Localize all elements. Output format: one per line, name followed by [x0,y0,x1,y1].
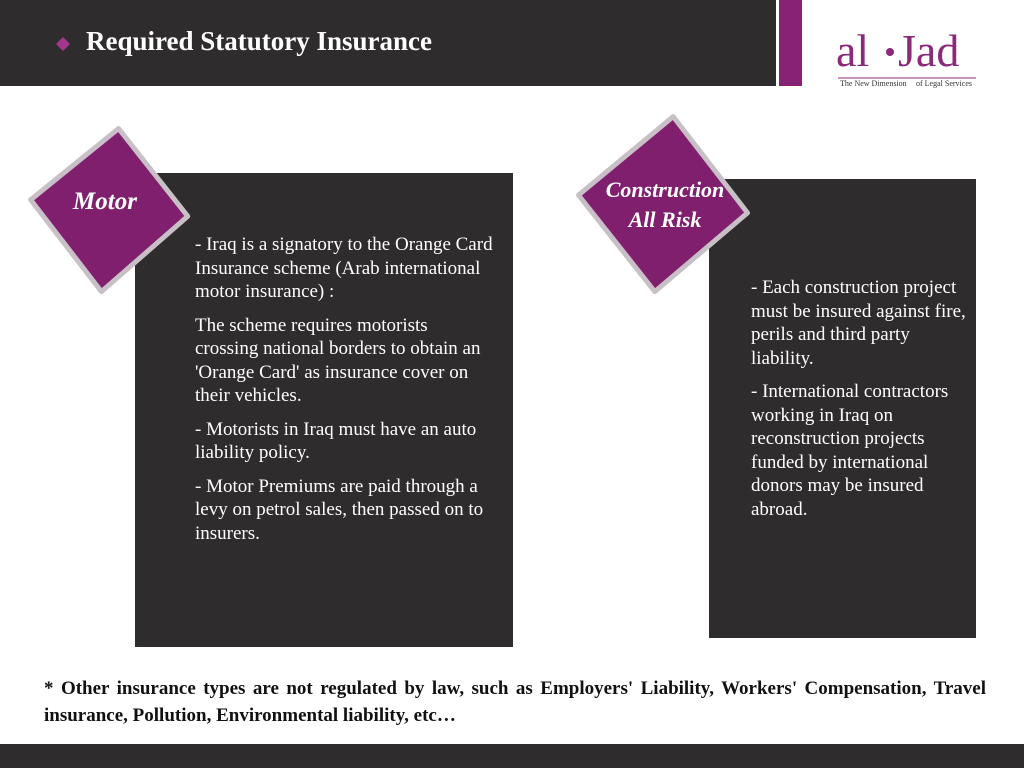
footnote: * Other insurance types are not regulated by law, such as Employers' Liability, Workers' Compensation, Travel insurance, Pollution, Environmental liability, etc… [44,678,986,726]
construction-paragraph: - International contractors working in Iraq on reconstruction projects funded by international donors may be insured abroad. [751,381,949,520]
diamond-bullet-icon [56,37,70,51]
construction-label-line2: All Risk [628,207,702,232]
header-accent-stripe [779,0,802,86]
motor-paragraph: - Motor Premiums are paid through a levy on petrol sales, then passed on to insurers. [195,475,484,544]
motor-paragraph: - Motorists in Iraq must have an auto liability policy. [195,418,477,463]
motor-label: Motor [73,188,137,215]
motor-paragraph: - Iraq is a signatory to the Orange Card Insurance scheme (Arab international motor insurance) : [195,234,493,302]
logo-tagline-right: of Legal Services [916,79,972,88]
construction-card-text [751,276,973,531]
construction-label [585,175,745,235]
footer-bar [0,744,1024,768]
svg-text:al: al [836,25,870,76]
svg-text:Jad: Jad [898,25,960,76]
construction-paragraph: - Each construction project must be insured against fire, perils and third party liability. [751,277,966,369]
motor-paragraph: The scheme requires motorists crossing national borders to obtain an 'Orange Card' as insurance cover on their vehicles. [195,314,481,406]
motor-card-text [195,233,495,555]
construction-label-line1: Construction [605,177,725,202]
logo-tagline-left: The New Dimension [840,79,907,88]
company-logo [836,16,981,100]
page-title: Required Statutory Insurance [86,26,433,56]
